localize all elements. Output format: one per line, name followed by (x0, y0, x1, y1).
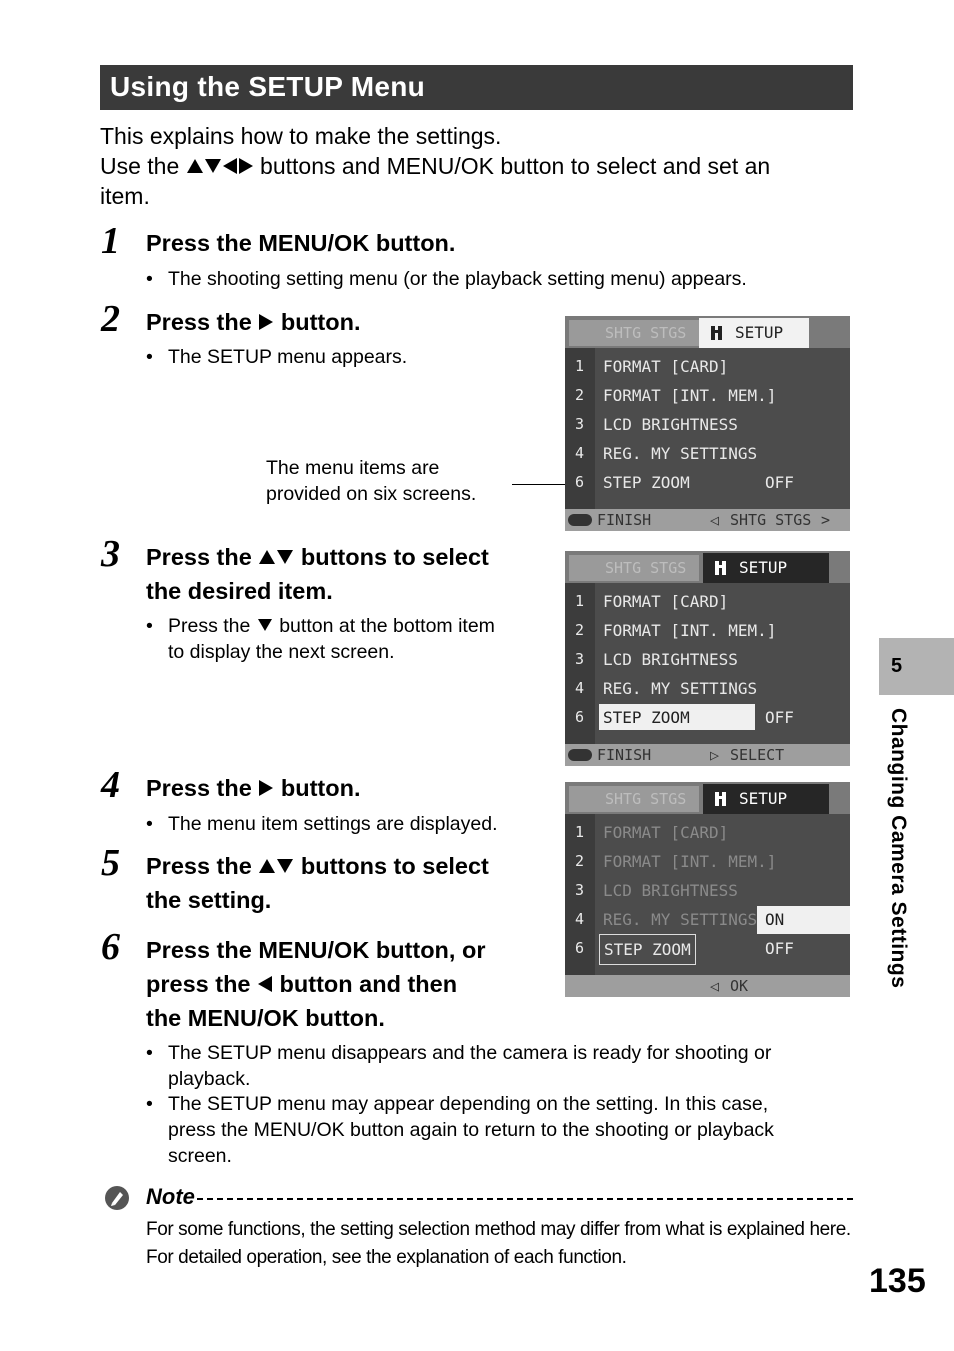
tab-setup-label: SETUP (739, 558, 788, 577)
step-6-title-line-1: Press the MENU/OK button, or (146, 937, 486, 963)
step-5-title-line-1 (146, 849, 489, 883)
step-3-bullet-pre: Press the (168, 615, 256, 637)
menu-row (565, 674, 850, 703)
screen-tabs (565, 316, 850, 348)
row-label: REG. MY SETTINGS (603, 910, 758, 929)
tab-setup-label: SETUP (739, 789, 788, 808)
step-3-bullet (146, 613, 495, 665)
screen-tabs (565, 551, 850, 583)
step-6-number: 6 (101, 926, 120, 968)
row-number: 3 (575, 650, 585, 668)
down-arrow-icon (277, 859, 293, 873)
step-6-title (146, 933, 485, 1035)
option-on-row (565, 905, 850, 934)
row-label: REG. MY SETTINGS (603, 444, 758, 463)
footer-shtg-stgs: SHTG STGS (730, 511, 812, 529)
step-6-title-line-3: the MENU/OK button. (146, 1005, 385, 1031)
bullet-line: press the MENU/OK button again to return to the shooting or playback (168, 1119, 774, 1141)
right-arrow-icon (259, 314, 273, 330)
menu-row (565, 410, 850, 439)
menu-row (565, 468, 850, 497)
left-arrow-icon: ◁ (710, 511, 720, 529)
step-1-bullet-text: The shooting setting menu (or the playback setting menu) appears. (168, 268, 747, 290)
intro-line-3: item. (100, 183, 150, 209)
row-label: FORMAT [CARD] (603, 592, 729, 611)
section-title: Using the SETUP Menu (110, 71, 426, 102)
step-5-title-line-2: the setting. (146, 887, 272, 913)
down-arrow-icon (205, 159, 221, 173)
menu-row (565, 587, 850, 616)
menu-row (565, 352, 850, 381)
row-number: 6 (575, 473, 585, 491)
up-arrow-icon (187, 159, 203, 173)
step-6-title-post: button and then (273, 971, 458, 997)
menu-row (565, 847, 850, 876)
step-3-title-post: buttons to select (294, 544, 489, 570)
intro-line-2 (100, 151, 860, 181)
step-2-title (146, 305, 360, 339)
row-label: FORMAT [CARD] (603, 823, 729, 842)
screen-tabs (565, 782, 850, 814)
right-arrow-icon (239, 158, 253, 174)
wrench-icon (713, 791, 731, 807)
option-off: OFF (765, 939, 794, 958)
row-number: 3 (575, 415, 585, 433)
step-5-number: 5 (101, 842, 120, 884)
step-2-bullet (146, 344, 408, 370)
row-label: REG. MY SETTINGS (603, 679, 758, 698)
step-2-bullet-text: The SETUP menu appears. (168, 346, 408, 368)
row-label: LCD BRIGHTNESS (603, 415, 738, 434)
row-number: 2 (575, 621, 585, 639)
note-title: Note (146, 1184, 195, 1209)
screens-callout (266, 455, 476, 507)
row-label: FORMAT [INT. MEM.] (603, 621, 777, 640)
intro-line-2-pre: Use the (100, 153, 186, 179)
menu-row (565, 876, 850, 905)
screen-footer (565, 975, 850, 997)
camera-screen-item-select (565, 551, 850, 766)
step-6-title-line-2 (146, 967, 485, 1001)
row-value: OFF (765, 473, 794, 492)
row-number: 1 (575, 823, 585, 841)
row-label: STEP ZOOM (599, 934, 696, 965)
intro-line-2-post: buttons and MENU/OK button to select and set an (253, 153, 771, 179)
step-5-title-pre: Press the (146, 853, 259, 879)
step-1-title: Press the MENU/OK button. (146, 230, 456, 256)
row-number: 6 (575, 939, 585, 957)
step-3-bullet-line-2: to display the next screen. (168, 641, 395, 663)
option-on: ON (765, 910, 785, 929)
row-label: LCD BRIGHTNESS (603, 881, 738, 900)
chapter-tab (879, 638, 954, 695)
left-arrow-icon (258, 976, 272, 992)
row-number: 1 (575, 592, 585, 610)
bullet-dot: • (146, 813, 153, 835)
row-label: FORMAT [INT. MEM.] (603, 386, 777, 405)
step-4-number: 4 (101, 764, 120, 806)
callout-line-2: provided on six screens. (266, 483, 477, 505)
note-divider (197, 1198, 853, 1200)
tab-setup (703, 784, 829, 814)
bullet-line: The SETUP menu disappears and the camera is ready for shooting or (168, 1042, 772, 1064)
wrench-icon (709, 325, 727, 341)
row-label: STEP ZOOM (603, 708, 690, 727)
bullet-line: The SETUP menu may appear depending on the setting. In this case, (168, 1093, 769, 1115)
menu-row (565, 439, 850, 468)
row-number: 4 (575, 444, 585, 462)
row-label: FORMAT [CARD] (603, 357, 729, 376)
step-1-number: 1 (101, 220, 120, 262)
step-3-title-line-2: the desired item. (146, 578, 333, 604)
menu-button-icon (568, 514, 592, 526)
tab-setup (699, 318, 809, 348)
down-arrow-icon (258, 619, 272, 631)
page-number: 135 (869, 1262, 926, 1300)
row-number: 1 (575, 357, 585, 375)
tab-setup-label: SETUP (735, 323, 784, 342)
camera-screen-setup-menu (565, 316, 850, 531)
left-arrow-icon (223, 158, 237, 174)
tab-shtg-stgs: SHTG STGS (569, 786, 699, 812)
step-3-title (146, 540, 489, 608)
menu-row (565, 616, 850, 645)
menu-row (565, 645, 850, 674)
step-6-title-pre: press the (146, 971, 258, 997)
row-label: STEP ZOOM (603, 473, 690, 492)
note-line-2: For detailed operation, see the explanation of each function. (146, 1247, 627, 1268)
left-arrow-icon: ◁ (710, 977, 720, 995)
screen-footer (565, 509, 850, 531)
intro-paragraph (100, 121, 860, 211)
row-label: FORMAT [INT. MEM.] (603, 852, 777, 871)
step-3-title-line-1 (146, 540, 489, 574)
row-number: 4 (575, 679, 585, 697)
menu-row-selected (565, 934, 850, 963)
chapter-number: 5 (891, 655, 903, 677)
bullet-dot: • (146, 268, 153, 290)
step-1-bullet (146, 266, 747, 292)
row-number: 2 (575, 386, 585, 404)
step-4-bullet (146, 811, 498, 837)
footer-finish: FINISH (597, 511, 652, 529)
row-label: LCD BRIGHTNESS (603, 650, 738, 669)
footer-ok: OK (730, 977, 749, 995)
step-4-title-post: button. (274, 775, 361, 801)
row-number: 6 (575, 708, 585, 726)
wrench-icon (713, 560, 731, 576)
camera-screen-setting-select (565, 782, 850, 997)
down-arrow-icon (277, 550, 293, 564)
callout-line-1: The menu items are (266, 457, 440, 479)
chapter-title: Changing Camera Settings (887, 708, 910, 989)
step-4-title (146, 771, 360, 805)
menu-row-selected (565, 703, 850, 732)
section-header (100, 65, 853, 110)
step-3-bullet-post: button at the bottom item (273, 615, 495, 637)
tab-shtg-stgs: SHTG STGS (569, 320, 699, 346)
intro-line-1: This explains how to make the settings. (100, 123, 502, 149)
step-3-number: 3 (101, 533, 120, 575)
step-5-title-post: buttons to select (294, 853, 489, 879)
tab-setup (703, 553, 829, 583)
menu-row (565, 381, 850, 410)
screen-footer (565, 744, 850, 766)
note-icon (103, 1184, 131, 1212)
footer-finish: FINISH (597, 746, 652, 764)
step-3-title-pre: Press the (146, 544, 259, 570)
up-arrow-icon (259, 859, 275, 873)
step-2-title-pre: Press the (146, 309, 259, 335)
step-4-bullet-text: The menu item settings are displayed. (168, 813, 498, 835)
step-6-bullet-2 (146, 1091, 774, 1169)
row-value: OFF (765, 708, 794, 727)
step-4-title-pre: Press the (146, 775, 259, 801)
note-line-1: For some functions, the setting selection method may differ from what is explained here. (146, 1219, 851, 1240)
row-number: 2 (575, 852, 585, 870)
tab-shtg-stgs: SHTG STGS (569, 555, 699, 581)
row-number: 3 (575, 881, 585, 899)
bullet-dot: • (146, 615, 153, 637)
right-arrow-icon (259, 780, 273, 796)
footer-select: SELECT (730, 746, 785, 764)
callout-leader-line (512, 484, 568, 485)
menu-button-icon (568, 749, 592, 761)
chevron-right-icon: > (821, 511, 831, 529)
note-body (146, 1216, 856, 1272)
step-2-title-post: button. (274, 309, 361, 335)
bullet-line: playback. (168, 1068, 251, 1090)
right-arrow-icon: ▷ (710, 746, 720, 764)
step-2-number: 2 (101, 298, 120, 340)
bullet-dot: • (146, 1042, 153, 1064)
bullet-dot: • (146, 1093, 153, 1115)
step-6-bullet-1 (146, 1040, 772, 1092)
row-number: 4 (575, 910, 585, 928)
step-5-title (146, 849, 489, 917)
menu-row (565, 818, 850, 847)
up-arrow-icon (259, 550, 275, 564)
bullet-line: screen. (168, 1145, 232, 1167)
bullet-dot: • (146, 346, 153, 368)
